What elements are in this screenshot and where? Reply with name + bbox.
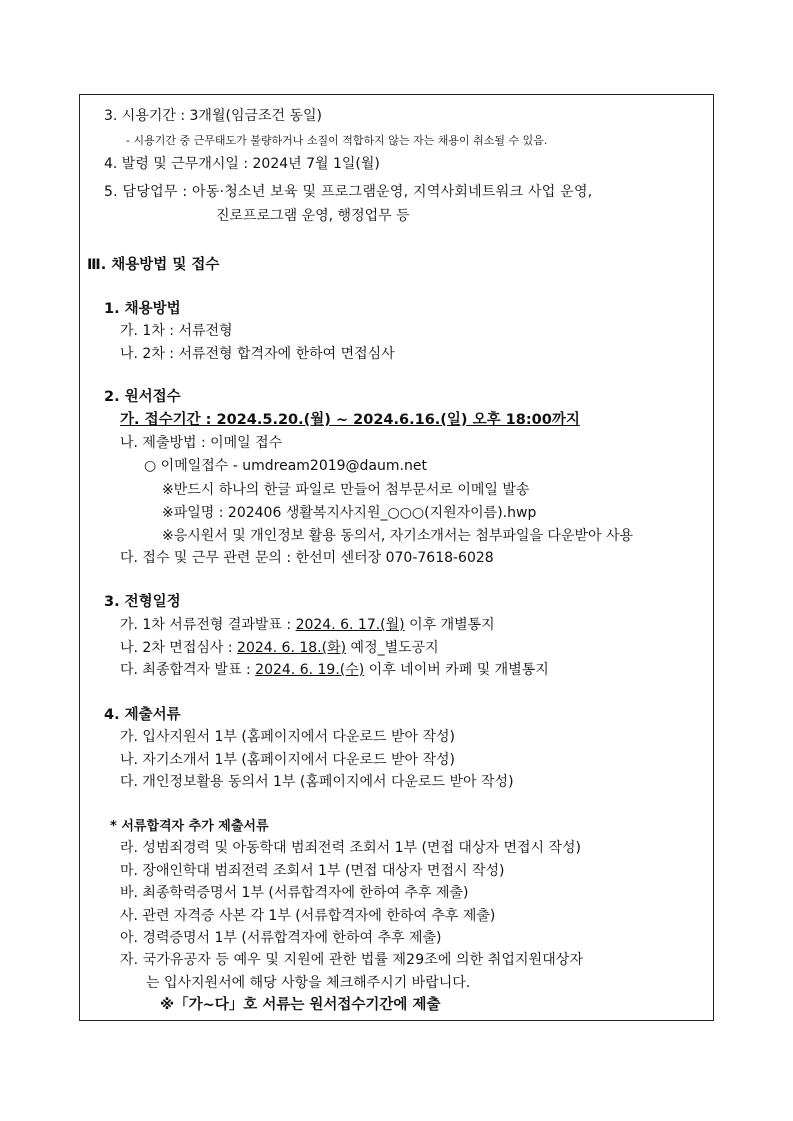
additional-item-1: 라. 성범죄경력 및 아동학대 범죄전력 조회서 1부 (면접 대상자 면접시 작성) bbox=[120, 840, 581, 856]
probation-period: 3. 시용기간 : 3개월(임금조건 동일) bbox=[104, 108, 322, 124]
additional-item-3: 바. 최종학력증명서 1부 (서류합격자에 한하여 추후 제출) bbox=[120, 885, 469, 901]
application-email: ○ 이메일접수 - umdream2019@daum.net bbox=[144, 458, 427, 474]
additional-title: * 서류합격자 추가 제출서류 bbox=[110, 819, 269, 834]
document-item-2: 나. 자기소개서 1부 (홈페이지에서 다운로드 받아 작성) bbox=[120, 752, 455, 768]
additional-item-6-line-1: 자. 국가유공자 등 예우 및 지원에 관한 법률 제29조에 의한 취업지원대상자 bbox=[120, 952, 584, 968]
additional-item-2: 마. 장애인학대 범죄전력 조회서 1부 (면접 대상자 면접시 작성) bbox=[120, 863, 505, 879]
duty-line-2: 진로프로그램 운영, 행정업무 등 bbox=[216, 208, 410, 224]
final-note: ※「가~다」호 서류는 원서접수기간에 제출 bbox=[160, 997, 441, 1013]
schedule-title: 3. 전형일정 bbox=[104, 594, 181, 610]
application-title: 2. 원서접수 bbox=[104, 389, 181, 405]
additional-item-4: 사. 관련 자격증 사본 각 1부 (서류합격자에 한하여 추후 제출) bbox=[120, 908, 496, 924]
document-item-3: 다. 개인정보활용 동의서 1부 (홈페이지에서 다운로드 받아 작성) bbox=[120, 774, 514, 790]
application-note-1: ※반드시 하나의 한글 파일로 만들어 첨부문서로 이메일 발송 bbox=[162, 482, 530, 498]
documents-title: 4. 제출서류 bbox=[104, 707, 181, 723]
schedule-item-3: 다. 최종합격자 발표 : 2024. 6. 19.(수) 이후 네이버 카페 및 개별통지 bbox=[120, 662, 549, 678]
duty-line-1: 5. 담당업무 : 아동·청소년 보육 및 프로그램운영, 지역사회네트워크 사업 운영, bbox=[104, 184, 593, 200]
application-period: 가. 접수기간 : 2024.5.20.(월) ~ 2024.6.16.(일) 오후 18:00까지 bbox=[120, 412, 580, 428]
schedule-item-1: 가. 1차 서류전형 결과발표 : 2024. 6. 17.(월) 이후 개별통지 bbox=[120, 617, 495, 633]
additional-item-5: 아. 경력증명서 1부 (서류합격자에 한하여 추후 제출) bbox=[120, 930, 442, 946]
method-title: 1. 채용방법 bbox=[104, 301, 181, 317]
application-note-2: ※파일명 : 202406 생활복지사지원_○○○(지원자이름).hwp bbox=[162, 505, 537, 521]
schedule-item-2: 나. 2차 면접심사 : 2024. 6. 18.(화) 예정_별도공지 bbox=[120, 640, 439, 656]
method-step-2: 나. 2차 : 서류전형 합격자에 한하여 면접심사 bbox=[120, 346, 395, 362]
probation-note: - 시용기간 중 근무태도가 불량하거나 소질이 적합하지 않는 자는 채용이 취소될 수 있음. bbox=[126, 134, 548, 147]
application-contact: 다. 접수 및 근무 관련 문의 : 한선미 센터장 070-7618-6028 bbox=[120, 550, 494, 566]
application-method: 나. 제출방법 : 이메일 접수 bbox=[120, 435, 283, 451]
document-item-1: 가. 입사지원서 1부 (홈페이지에서 다운로드 받아 작성) bbox=[120, 729, 455, 745]
start-date: 4. 발령 및 근무개시일 : 2024년 7월 1일(월) bbox=[104, 156, 380, 172]
additional-item-6-line-2: 는 입사지원서에 해당 사항을 체크해주시기 바랍니다. bbox=[146, 975, 471, 991]
application-note-3: ※응시원서 및 개인정보 활용 동의서, 자기소개서는 첨부파일을 다운받아 사용 bbox=[162, 528, 634, 544]
method-step-1: 가. 1차 : 서류전형 bbox=[120, 323, 233, 339]
section-title: Ⅲ. 채용방법 및 접수 bbox=[87, 257, 220, 273]
